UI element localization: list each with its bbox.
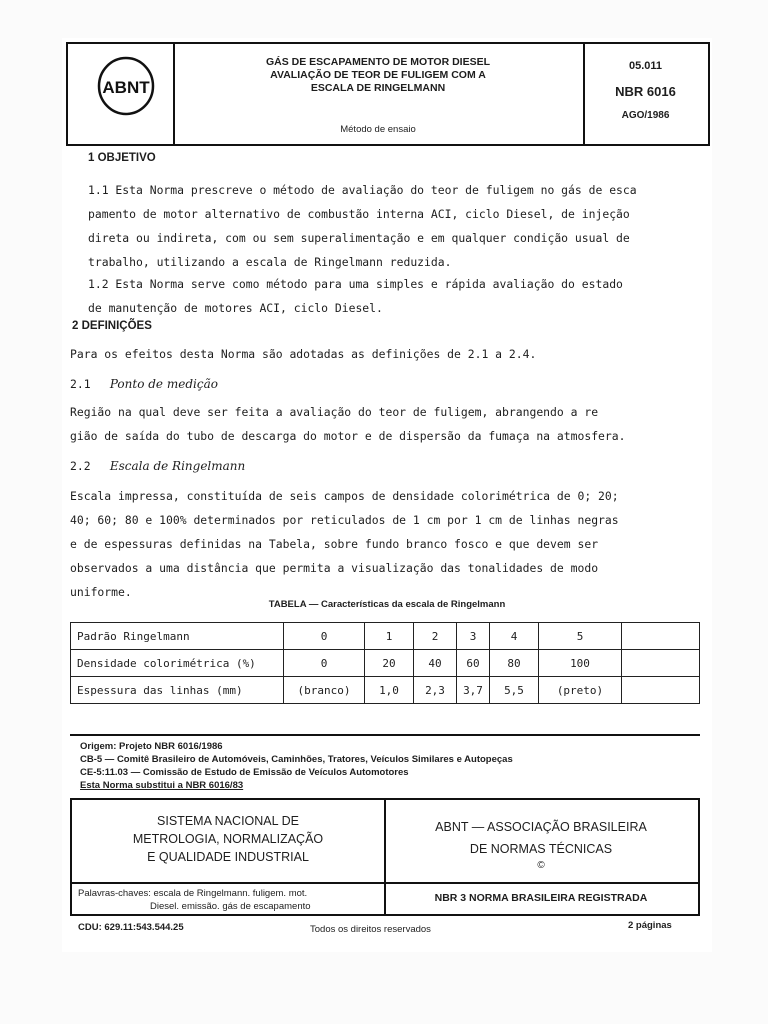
table-cell: 0 bbox=[284, 650, 365, 677]
table-row bbox=[71, 650, 700, 677]
header-box bbox=[66, 42, 710, 146]
table-cell: 2 bbox=[414, 623, 457, 650]
table-cell bbox=[622, 677, 700, 704]
norm-date: AGO/1986 bbox=[621, 110, 670, 121]
table-cell: Densidade colorimétrica (%) bbox=[71, 650, 284, 677]
cdu-code: CDU: 629.11:543.544.25 bbox=[78, 922, 184, 933]
table-row bbox=[71, 623, 700, 650]
document-page bbox=[62, 38, 712, 952]
section-2-title: 2 DEFINIÇÕES bbox=[72, 320, 152, 332]
abnt-association: ABNT — ASSOCIAÇÃO BRASILEIRA DE NORMAS TÉCNICAS © bbox=[435, 820, 647, 871]
classification-code: 05.011 bbox=[628, 60, 663, 72]
document-subtitle: Método de ensaio bbox=[340, 124, 416, 135]
origin-info: Origem: Projeto NBR 6016/1986 CB-5 — Comitê Brasileiro de Automóveis, Caminhões, Tratores, Veículos Similares e Autopeças CE-5:11.03 — Comissão de Estudo de Emissão de Veículos Automotores Esta Norma substitui a NBR 6016/83 bbox=[80, 741, 513, 791]
section-1-1-text: 1.1 Esta Norma prescreve o método de avaliação do teor de fuligem no gás de esca pamento de motor alternativo de combustão interna ACI, ciclo Diesel, de injeção direta ou indireta, com ou sem superalimentação e em qualquer condição usual de trabalho, utilizando a escala de Ringelmann reduzida. bbox=[88, 183, 637, 269]
table-row bbox=[71, 677, 700, 704]
abnt-logo bbox=[96, 56, 156, 116]
section-2-1-text: Região na qual deve ser feita a avaliação do teor de fuligem, abrangendo a re gião de saída do tubo de descarga do motor e de dispersão da fumaça na atmosfera. bbox=[70, 405, 626, 443]
ringelmann-table bbox=[70, 622, 700, 704]
table-cell: 4 bbox=[490, 623, 539, 650]
document-title: GÁS DE ESCAPAMENTO DE MOTOR DIESEL AVALIAÇÃO DE TEOR DE FULIGEM COM A ESCALA DE RINGELMANN bbox=[265, 56, 491, 94]
table-cell: Espessura das linhas (mm) bbox=[71, 677, 284, 704]
section-2-2-text: Escala impressa, constituída de seis campos de densidade colorimétrica de 0; 20; 40; 60; 80 e 100% determinados por reticulados de 1 cm por 1 cm de linhas negras e de espessuras definidas na Tabela, sobre fundo branco fosco e que devem ser observados a uma distância que permita a visualização das tonalidades de modo uniforme. bbox=[70, 489, 619, 599]
table-cell: (branco) bbox=[284, 677, 365, 704]
section-2-2-heading: 2.2 Escala de Ringelmann bbox=[70, 459, 246, 473]
table-cell: 5 bbox=[539, 623, 622, 650]
logo-text: ABNT bbox=[102, 78, 150, 97]
issuer-box bbox=[70, 798, 700, 884]
rights-notice: Todos os direitos reservados bbox=[310, 924, 431, 935]
table-cell: 1,0 bbox=[365, 677, 414, 704]
table-cell bbox=[622, 623, 700, 650]
registered-norm: NBR 3 NORMA BRASILEIRA REGISTRADA bbox=[434, 892, 648, 904]
section-1-2-text: 1.2 Esta Norma serve como método para uma simples e rápida avaliação do estado de manutenção de motores ACI, ciclo Diesel. bbox=[88, 277, 623, 315]
keywords-box bbox=[70, 882, 700, 916]
sistema-nacional: SISTEMA NACIONAL DE METROLOGIA, NORMALIZAÇÃO E QUALIDADE INDUSTRIAL bbox=[132, 814, 324, 864]
table-cell: 20 bbox=[365, 650, 414, 677]
table-cell: 80 bbox=[490, 650, 539, 677]
table-cell bbox=[622, 650, 700, 677]
table-cell: 2,3 bbox=[414, 677, 457, 704]
section-2-1-heading: 2.1 Ponto de medição bbox=[70, 377, 218, 391]
section-2-intro: Para os efeitos desta Norma são adotadas as definições de 2.1 a 2.4. bbox=[70, 347, 537, 361]
section-1-title: 1 OBJETIVO bbox=[88, 152, 156, 164]
table-cell: 3,7 bbox=[457, 677, 490, 704]
keywords: Palavras-chaves: escala de Ringelmann. fuligem. mot. Diesel. emissão. gás de escapamento bbox=[78, 888, 311, 912]
table-cell: 3 bbox=[457, 623, 490, 650]
page-count: 2 páginas bbox=[628, 920, 672, 931]
table-cell: 60 bbox=[457, 650, 490, 677]
norm-number: NBR 6016 bbox=[615, 84, 676, 99]
table-cell: 0 bbox=[284, 623, 365, 650]
table-cell: Padrão Ringelmann bbox=[71, 623, 284, 650]
table-cell: (preto) bbox=[539, 677, 622, 704]
table-caption: TABELA — Características da escala de Ringelmann bbox=[268, 599, 506, 610]
table-cell: 5,5 bbox=[490, 677, 539, 704]
table-cell: 100 bbox=[539, 650, 622, 677]
table-cell: 1 bbox=[365, 623, 414, 650]
table-cell: 40 bbox=[414, 650, 457, 677]
